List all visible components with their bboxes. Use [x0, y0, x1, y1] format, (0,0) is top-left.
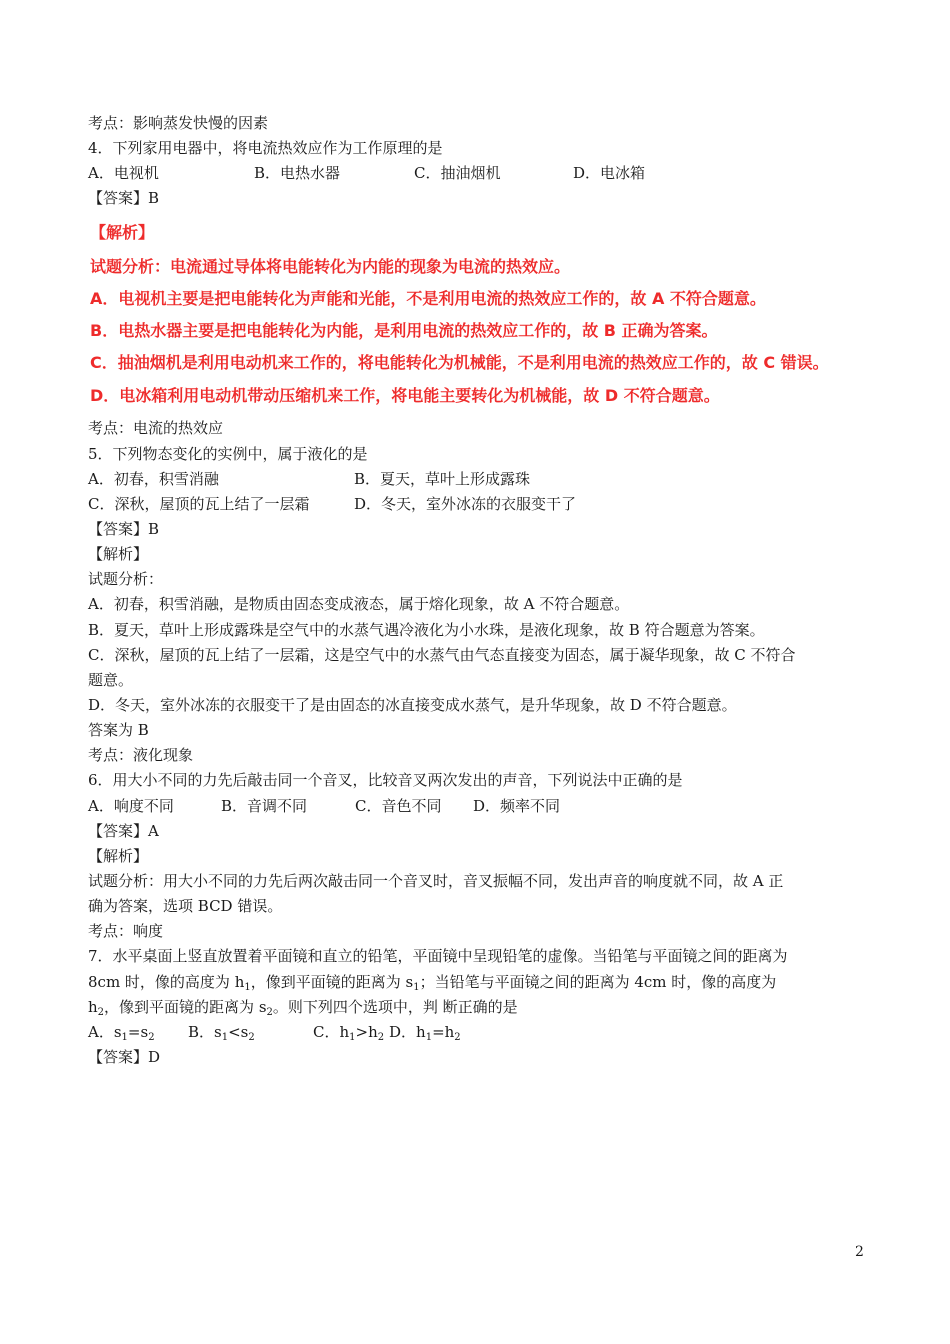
- q7-line-3-part-c: 。则下列四个选项中，判 断正确的是: [272, 998, 518, 1016]
- q4-analysis-c: C．抽油烟机是利用电动机来工作的，将电能转化为机械能，不是利用电流的热效应工作的，故 C 错误。: [90, 353, 829, 372]
- q7-answer: 【答案】D: [88, 1048, 161, 1066]
- q7-line-2-part-b: ，像到平面镜的距离为 s: [250, 973, 414, 991]
- q3-kaodian: 考点：影响蒸发快慢的因素: [88, 114, 269, 132]
- q6-analysis-1: 试题分析：用大小不同的力先后两次敲击同一个音叉时，音叉振幅不同，发出声音的响度就不同，故 A 正: [88, 872, 784, 890]
- q4-option-a: A．电视机: [88, 164, 159, 182]
- q7-options: [88, 1022, 461, 1042]
- q7-option-c: C．$h_1>h_2$: [313, 1023, 385, 1043]
- q5-analysis-d: D．冬天，室外冰冻的衣服变干了是由固态的冰直接变成水蒸气，是升华现象，故 D 不符合题意。: [88, 696, 737, 714]
- q4-analysis: 试题分析：电流通过导体将电能转化为内能的现象为电流的热效应。: [90, 257, 571, 276]
- q5-option-c: C．深秋，屋顶的瓦上结了一层霜: [88, 495, 310, 513]
- q7-line-2: [88, 972, 776, 992]
- q7-line-1: 7．水平桌面上竖直放置着平面镜和直立的铅笔，平面镜中呈现铅笔的虚像。当铅笔与平面镜之间的距离为: [88, 947, 788, 965]
- q4-analysis-b: B．电热水器主要是把电能转化为内能，是利用电流的热效应工作的，故 B 正确为答案。: [90, 321, 718, 340]
- q5-options-row2: [88, 494, 576, 514]
- q5-jiexi-label: 【解析】: [88, 545, 149, 563]
- q7-option-b: B．$s_1<s_2$: [188, 1023, 255, 1043]
- q5-kaodian: 考点：液化现象: [88, 746, 194, 764]
- q5-stem: 5．下列物态变化的实例中，属于液化的是: [88, 445, 368, 463]
- q6-stem: 6．用大小不同的力先后敲击同一个音叉，比较音叉两次发出的声音，下列说法中正确的是: [88, 771, 683, 789]
- q7-line-3-part-a: h: [88, 998, 98, 1016]
- q5-analysis-c2: 题意。: [88, 671, 134, 689]
- q6-option-d: D．频率不同: [473, 797, 561, 815]
- q6-analysis-2: 确为答案，选项 BCD 错误。: [88, 897, 283, 915]
- q4-stem: 4．下列家用电器中，将电流热效应作为工作原理的是: [88, 139, 443, 157]
- q6-option-a: A．响度不同: [88, 797, 174, 815]
- q6-options: [88, 796, 560, 816]
- subscript: 2: [266, 1007, 273, 1018]
- q4-answer: 【答案】B: [88, 189, 160, 207]
- q7-option-a: A．$s_1=s_2$: [88, 1023, 155, 1043]
- q4-option-d: D．电冰箱: [573, 164, 646, 182]
- q7-line-3-part-b: ，像到平面镜的距离为 s: [104, 998, 267, 1016]
- q4-jiexi-label: 【解析】: [90, 223, 155, 242]
- q7-option-d: D．$h_1=h_2$: [389, 1023, 461, 1043]
- q6-jiexi-label: 【解析】: [88, 847, 149, 865]
- q4-analysis-a: A．电视机主要是把电能转化为声能和光能，不是利用电流的热效应工作的，故 A 不符合题意。: [90, 289, 766, 308]
- q5-option-b: B．夏天，草叶上形成露珠: [354, 470, 531, 488]
- q5-analysis-head: 试题分析：: [88, 570, 164, 588]
- q4-analysis-d: D．电冰箱利用电动机带动压缩机来工作，将电能主要转化为机械能，故 D 不符合题意。: [90, 386, 720, 405]
- q7-line-2-part-a: 8cm 时，像的高度为 h: [88, 973, 245, 991]
- q5-conclusion: 答案为 B: [88, 721, 149, 739]
- q6-answer: 【答案】A: [88, 822, 159, 840]
- q7-line-2-part-c: ；当铅笔与平面镜之间的距离为 4cm 时，像的高度为: [419, 973, 777, 991]
- subscript: 1: [413, 982, 420, 993]
- q4-options: [88, 163, 645, 183]
- q6-option-b: B．音调不同: [221, 797, 308, 815]
- q5-analysis-a: A．初春，积雪消融，是物质由固态变成液态，属于熔化现象，故 A 不符合题意。: [88, 595, 630, 613]
- page-number: 2: [855, 1244, 864, 1260]
- q5-option-d: D．冬天，室外冰冻的衣服变干了: [354, 495, 577, 513]
- q5-analysis-b: B．夏天，草叶上形成露珠是空气中的水蒸气遇冷液化为小水珠，是液化现象，故 B 符合题意为答案。: [88, 621, 765, 639]
- q5-analysis-c1: C．深秋，屋顶的瓦上结了一层霜，这是空气中的水蒸气由气态直接变为固态，属于凝华现象，故 C 不符合: [88, 646, 796, 664]
- q7-line-3: [88, 997, 518, 1017]
- q4-option-c: C．抽油烟机: [414, 164, 501, 182]
- q5-options-row1: [88, 469, 530, 489]
- q5-option-a: A．初春，积雪消融: [88, 470, 219, 488]
- subscript: 2: [97, 1007, 105, 1018]
- q4-option-b: B．电热水器: [254, 164, 341, 182]
- subscript: 1: [244, 982, 251, 993]
- q5-answer: 【答案】B: [88, 520, 160, 538]
- q6-option-c: C．音色不同: [355, 797, 442, 815]
- q4-kaodian: 考点：电流的热效应: [88, 419, 224, 437]
- q6-kaodian: 考点：响度: [88, 922, 164, 940]
